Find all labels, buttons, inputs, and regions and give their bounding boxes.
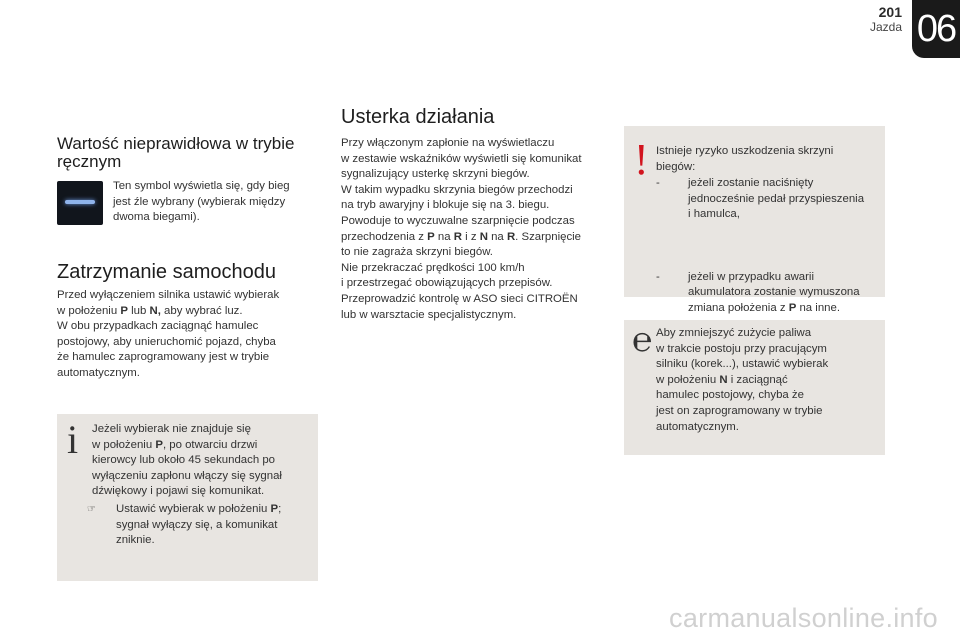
info-check-item: ☞ Ustawić wybierak w położeniu P; sygnał wyłączy się, a komunikat zniknie. bbox=[87, 503, 282, 547]
warning-box bbox=[624, 126, 885, 314]
warning-item-2: - jeżeli w przypadku awarii akumulatora zostanie wymuszona zmiana położenia z P na inne. bbox=[656, 270, 860, 314]
info-icon: i bbox=[67, 417, 79, 462]
section-title-wrong-value: Wartość nieprawidłowa w trybie ręcznym bbox=[57, 134, 295, 171]
warning-intro: Istnieje ryzyko uszkodzenia skrzyni biegów: bbox=[656, 145, 834, 173]
wrong-value-text: Ten symbol wyświetla się, gdy bieg jest źle wybrany (wybierak między dwoma biegami). bbox=[113, 180, 290, 224]
arrow-bullet-icon: ☞ bbox=[87, 504, 96, 515]
chapter-tab: 06 bbox=[912, 0, 960, 58]
gear-dash-indicator bbox=[65, 200, 95, 204]
page-number: 201 bbox=[878, 4, 902, 20]
info-box bbox=[57, 414, 318, 581]
gear-display-symbol-image bbox=[57, 181, 103, 225]
warning-icon: ! bbox=[634, 135, 649, 184]
eco-icon: ℮ bbox=[632, 322, 653, 359]
section-title-malfunction: Usterka działania bbox=[341, 106, 495, 128]
eco-text: Aby zmniejszyć zużycie paliwa w trakcie postoju przy pracującym silniku (korek...), ustawić wybierak w położeniu N i zaciągnąć hamulec postojowy, chyba że jest on zaprogramowany w trybie automatycznym. bbox=[656, 327, 829, 433]
section-title-stop: Zatrzymanie samochodu bbox=[57, 261, 276, 283]
warning-item-1: - jeżeli zostanie naciśnięty jednocześnie pedał przyspieszenia i hamulca, bbox=[656, 177, 865, 221]
eco-box bbox=[624, 320, 885, 455]
watermark: carmanualsonline.info bbox=[669, 603, 938, 633]
malfunction-paragraph: Przy włączonym zapłonie na wyświetlaczu w zestawie wskaźników wyświetli się komunikat sygnalizujący usterkę skrzyni biegów. W takim wypadku skrzynia biegów przechodzi na tryb awaryjny i blokuje się na 3. biegu. Powoduje to wyczuwalne szarpnięcie podczas przechodzenia z P na R i z N na R. Szarpnięcie to nie zagraża skrzyni biegów. Nie przekraczać prędkości 100 km/h i przestrzegać obowiązujących przepisów. Przeprowadzić kontrolę w ASO sieci CITROËN lub w warsztacie specjalistycznym. bbox=[341, 137, 582, 321]
stop-paragraph: Przed wyłączeniem silnika ustawić wybierak w położeniu P lub N, aby wybrać luz. W obu przypadkach zaciągnąć hamulec postojowy, aby unieruchomić pojazd, chyba że hamulec zaprogramowany jest w trybie automatycznym. bbox=[57, 289, 280, 379]
info-text: Jeżeli wybierak nie znajduje się w położeniu P, po otwarciu drzwi kierowcy lub około 45 sekundach po wyłączeniu zapłonu włączy się sygnał dźwiękowy i pojawi się komunikat. bbox=[92, 423, 282, 498]
section-label: Jazda bbox=[869, 20, 902, 34]
